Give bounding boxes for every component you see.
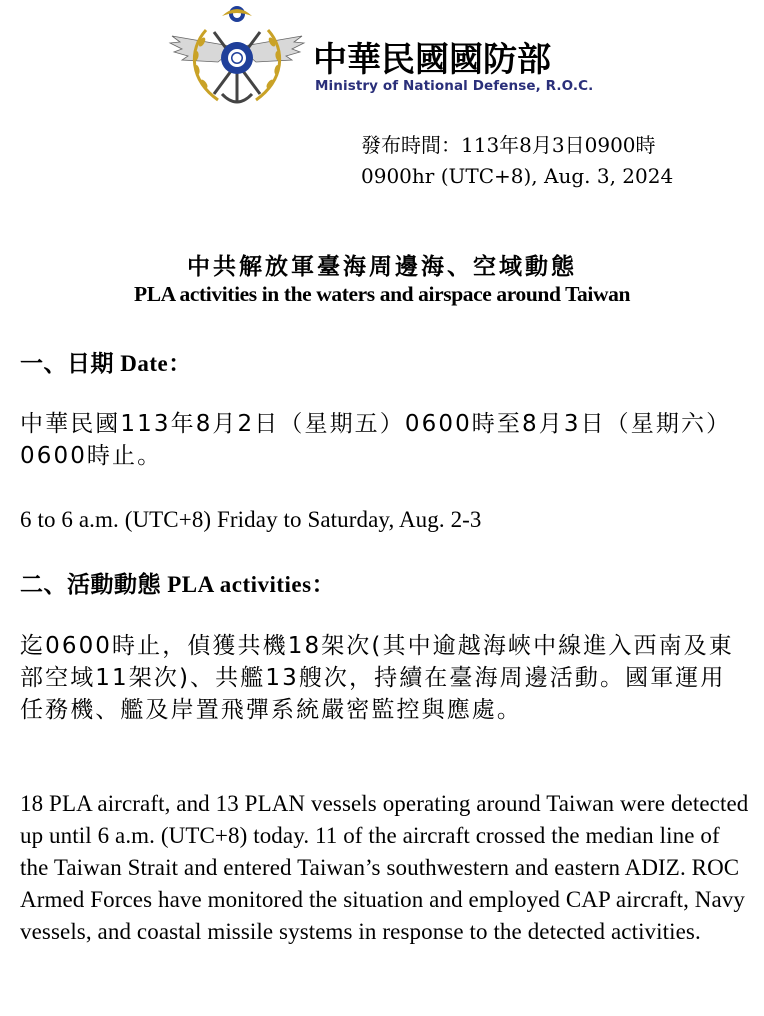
activities-heading: 二、活動動態 PLA activities： — [20, 572, 336, 597]
date-text-zh: 中華民國113年8月2日（星期五）0600時至8月3日（星期六）0600時止。 — [20, 411, 732, 469]
release-time — [361, 130, 673, 192]
mnd-emblem-icon — [166, 2, 308, 114]
ministry-name-en: Ministry of National Defense, R.O.C. — [315, 78, 594, 94]
document-title-en: PLA activities in the waters and airspace around Taiwan — [133, 282, 631, 306]
date-heading: 一、日期 Date： — [20, 351, 192, 376]
header — [166, 2, 616, 114]
activities-text-zh: 迄0600時止，偵獲共機18架次(其中逾越海峽中線進入西南及東部空域11架次)、共艦13艘次，持續在臺海周邊活動。國軍運用任務機、艦及岸置飛彈系統嚴密監控與應處。 — [20, 633, 734, 723]
document-title-zh: 中共解放軍臺海周邊海、空域動態 — [187, 254, 577, 280]
ministry-name-zh: 中華民國國防部 — [313, 40, 551, 80]
release-time-en: 0900hr (UTC+8), Aug. 3, 2024 — [361, 164, 674, 188]
release-time-zh: 發布時間：113年8月3日0900時 — [361, 133, 656, 157]
date-text-en: 6 to 6 a.m. (UTC+8) Friday to Saturday, Aug. 2-3 — [20, 507, 482, 532]
activities-text-en: 18 PLA aircraft, and 13 PLAN vessels operating around Taiwan were detected up until 6 a.m. (UTC+8) today. 11 of the aircraft crossed the median line of the Taiwan Strait and entered Taiwan’s southwestern and eastern ADIZ. ROC Armed Forces have monitored the situation and employed CAP aircraft, Navy vessels, and coastal missile systems in response to the detected activities. — [20, 791, 749, 944]
